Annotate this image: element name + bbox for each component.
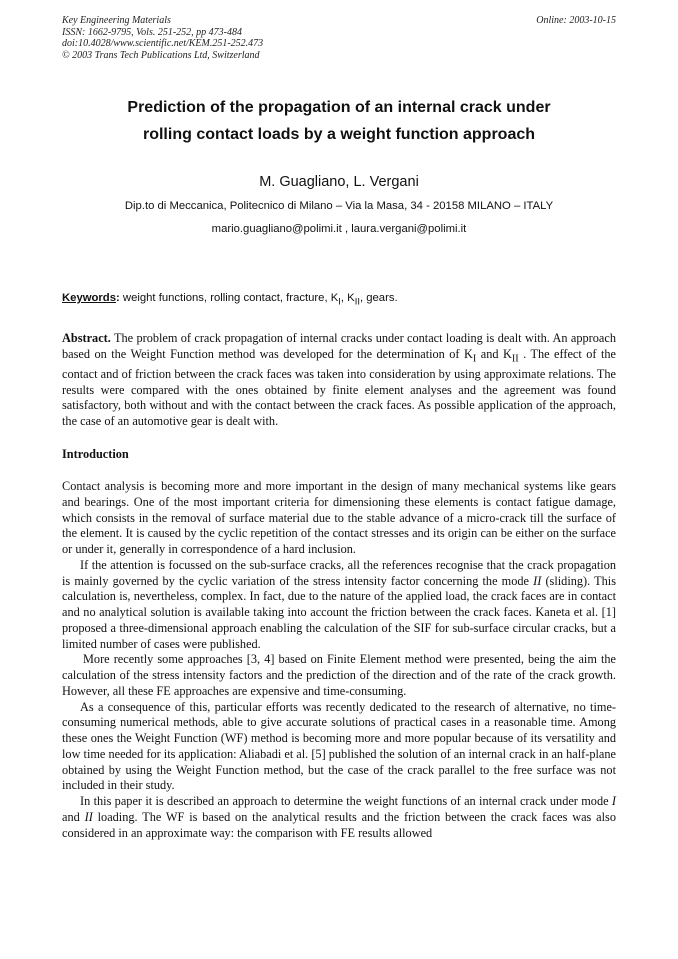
doi-line: doi:10.4028/www.scientific.net/KEM.251-252.473: [62, 38, 264, 49]
intro-p2-mode: II: [533, 573, 542, 588]
keywords-text: weight functions, rolling contact, fracture, K: [119, 292, 339, 304]
keywords-sub-i: I: [338, 295, 341, 307]
introduction-body: [62, 479, 616, 841]
abstract-sub-i: I: [472, 353, 477, 365]
affiliation: Dip.to di Meccanica, Politecnico di Milano – Via la Masa, 34 - 20158 MILANO – ITALY: [124, 200, 554, 212]
keywords-colon: :: [116, 292, 120, 304]
author-emails: mario.guagliano@polimi.it , laura.vergani@polimi.it: [211, 223, 467, 235]
intro-p2-text-b: (sliding). This calculation is, nevertheless, complex. In fact, due to the nature of the applied load, the crack faces are in contact and no analytical solution is available taking into account the friction between the crack faces. Kaneta et al. [1] proposed a three-dimensional approach enabling the calculation of the SIF for sub-surface circular cracks, but a limited number of cases were published.: [62, 573, 616, 651]
abstract-text-a: The problem of crack propagation of internal cracks under contact loading is dealt with. An approach based on the Weight Function method was developed for the determination of K: [62, 331, 616, 361]
keywords-sub-ii: II: [354, 295, 360, 307]
intro-paragraph-4: As a consequence of this, particular efforts was recently dedicated to the research of alternative, no time-consuming numerical methods, able to give accurate solutions of practical cases in a reasonable time. Among these ones the Weight Function (WF) method is becoming more and more popular because of its versatility and low time needed for its application: Aliabadi et al. [5] published the solution of an internal crack in an half-plane obtained by using the Weight Function method, but the case of the crack parallel to the free surface was not included in their study.: [62, 699, 616, 793]
intro-paragraph-5: [62, 794, 616, 841]
intro-p5-mode-1: I: [611, 794, 616, 808]
online-date: Online: 2003-10-15: [536, 15, 616, 26]
paper-title: [62, 94, 616, 148]
title-line-2: rolling contact loads by a weight function approach: [142, 126, 536, 143]
intro-paragraph-3: More recently some approaches [3, 4] based on Finite Element method were presented, being the aim the calculation of the stress intensity factors and the prediction of the direction and of the rate of the crack growth. However, all these FE approaches are expensive and time-consuming.: [62, 652, 616, 698]
keywords: [62, 292, 616, 306]
abstract-text-b: and K: [476, 346, 512, 361]
intro-p5-mode-2: II: [84, 809, 93, 824]
title-line-1: Prediction of the propagation of an internal crack under: [127, 99, 551, 116]
abstract-paragraph: [62, 331, 616, 430]
intro-p5-text-a: In this paper it is described an approach to determine the weight functions of an internal crack under mode: [80, 794, 612, 808]
abstract: [62, 331, 616, 430]
intro-p5-text-b: loading. The WF is based on the analytical results and the friction between the crack faces was also considered in an approximate way: the comparison with FE results allowed: [62, 809, 616, 840]
copyright-line: © 2003 Trans Tech Publications Ltd, Switzerland: [62, 49, 260, 61]
intro-p5-and: and: [62, 809, 85, 824]
section-heading-introduction: Introduction: [62, 447, 129, 461]
keywords-end: , gears.: [359, 292, 398, 304]
abstract-text-c: . The effect of the contact and of friction between the crack faces was taken into consideration by using approximate relations. The results were compared with the ones obtained by finite element analyses and the agreement was found satisfactory, both without and with the contact between the crack faces. As possible application of the approach, the case of an automotive gear is dealt with.: [62, 346, 616, 429]
keywords-sep: , K: [340, 292, 355, 304]
cutoff-line: [62, 61, 616, 65]
keywords-label: Keywords: [62, 292, 116, 304]
journal-name: Key Engineering Materials: [62, 15, 171, 26]
authors: M. Guagliano, L. Vergani: [259, 174, 419, 190]
intro-paragraph-1: Contact analysis is becoming more and more important in the design of many mechanical systems like gears and bearings. One of the most important criteria for dimensioning these elements is contact fatigue damage, which consists in the removal of surface material due to the stable advance of a micro-crack till the surface of the element. It is caused by the cyclic repetition of the contact stresses and its origin can be either on the surface or under it, generally in correspondence of a hard inclusion.: [62, 479, 616, 556]
journal-header: [62, 15, 616, 65]
abstract-label: Abstract.: [62, 331, 111, 345]
intro-paragraph-2: [62, 558, 616, 653]
abstract-sub-ii: II: [511, 353, 519, 365]
issn-line: ISSN: 1662-9795, Vols. 251-252, pp 473-484: [62, 26, 242, 38]
intro-p2-text-a: If the attention is focussed on the sub-surface cracks, all the references recognise that the crack propagation is mainly governed by the cyclic variation of the stress intensity factor concerning the mode: [62, 557, 616, 588]
